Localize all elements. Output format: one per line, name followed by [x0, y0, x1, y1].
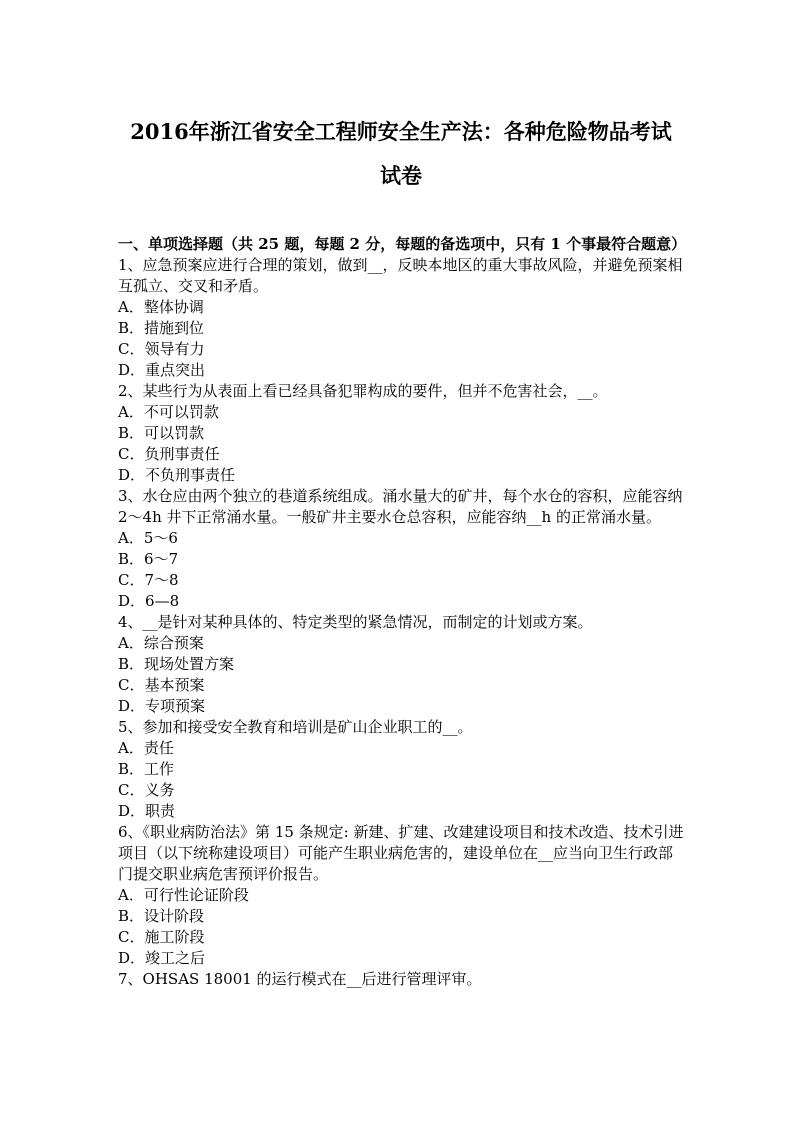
- answer-option: D．6—8: [118, 592, 180, 610]
- answer-option: B．设计阶段: [118, 907, 205, 925]
- question-text: 5、参加和接受安全教育和培训是矿山企业职工的__。: [118, 718, 473, 736]
- answer-option: C．基本预案: [118, 676, 205, 694]
- answer-option: B．现场处置方案: [118, 655, 235, 673]
- title-line-1: 2016年浙江省安全工程师安全生产法：各种危险物品考试: [130, 119, 672, 144]
- question-list: [118, 255, 684, 990]
- answer-option: B．工作: [118, 760, 175, 778]
- question-text: 3、水仓应由两个独立的巷道系统组成。涌水量大的矿井，每个水仓的容积，应能容纳 2～4h 井下正常涌水量。一般矿井主要水仓总容积，应能容纳__h 的正常涌水量。: [118, 487, 683, 526]
- answer-option: A．责任: [118, 739, 174, 757]
- answer-option: C．义务: [118, 781, 175, 799]
- question-text: 1、应急预案应进行合理的策划，做到__，反映本地区的重大事故风险，并避免预案相互孤立、交叉和矛盾。: [118, 256, 683, 295]
- answer-option: D．竣工之后: [118, 949, 206, 967]
- document-page: [118, 110, 687, 990]
- question-text: 2、某些行为从表面上看已经具备犯罪构成的要件，但并不危害社会，__。: [118, 382, 608, 400]
- answer-option: B．6～7: [118, 550, 179, 568]
- answer-option: D．重点突出: [118, 361, 206, 379]
- answer-option: A．5～6: [118, 529, 178, 547]
- answer-option: C．施工阶段: [118, 928, 205, 946]
- section-heading: 一、单项选择题（共 25 题，每题 2 分，每题的备选项中，只有 1 个事最符合题意）: [118, 235, 687, 253]
- answer-option: C．7～8: [118, 571, 179, 589]
- answer-option: B．可以罚款: [118, 424, 205, 442]
- answer-option: D．专项预案: [118, 697, 206, 715]
- answer-option: A．综合预案: [118, 634, 204, 652]
- question-text: 6、《职业病防治法》第 15 条规定: 新建、扩建、改建建设项目和技术改造、技术引进项目（以下统称建设项目）可能产生职业病危害的，建设单位在__应当向卫生行政部门提交职业病危害预评价报告。: [118, 823, 684, 883]
- question-text: 7、OHSAS 18001 的运行模式在__后进行管理评审。: [118, 970, 482, 988]
- document-title: [118, 110, 684, 198]
- title-line-2: 试卷: [380, 163, 422, 188]
- answer-option: B．措施到位: [118, 319, 205, 337]
- answer-option: D．不负刑事责任: [118, 466, 236, 484]
- answer-option: D．职责: [118, 802, 176, 820]
- answer-option: A．整体协调: [118, 298, 204, 316]
- question-text: 4、__是针对某种具体的、特定类型的紧急情况，而制定的计划或方案。: [118, 613, 593, 631]
- answer-option: A．不可以罚款: [118, 403, 219, 421]
- answer-option: C．负刑事责任: [118, 445, 220, 463]
- answer-option: A．可行性论证阶段: [118, 886, 249, 904]
- answer-option: C．领导有力: [118, 340, 205, 358]
